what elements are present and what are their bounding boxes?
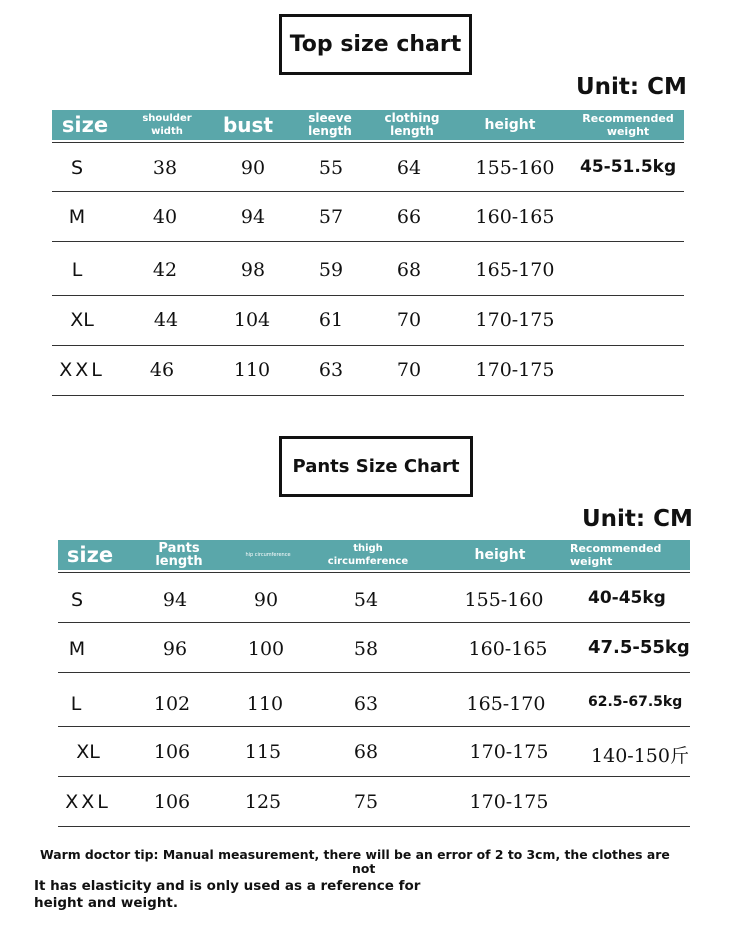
table-cell: 170-175	[475, 359, 555, 381]
top-row-divider	[52, 191, 684, 192]
table-cell: 63	[353, 693, 379, 715]
table-cell: 66	[396, 206, 422, 228]
table-cell: XL	[70, 309, 94, 331]
table-cell: 63	[318, 359, 344, 381]
table-cell: 75	[353, 791, 379, 813]
pants-row-divider	[58, 672, 690, 673]
table-cell: 38	[152, 157, 178, 179]
table-cell: 155-160	[475, 157, 555, 179]
header-bust: bust	[222, 112, 274, 137]
warm-tip-line2: It has elasticity and is only used as a reference for	[34, 878, 421, 894]
table-cell: 70	[396, 309, 422, 331]
table-cell: 58	[353, 638, 379, 660]
pants-chart-unit: Unit: CM	[582, 506, 693, 532]
pants-row-divider	[58, 572, 690, 573]
warm-tip-line3: height and weight.	[34, 895, 179, 911]
header-height: height	[474, 546, 526, 563]
table-cell: 170-175	[475, 309, 555, 331]
table-cell: 57	[318, 206, 344, 228]
table-cell: 45-51.5kg	[580, 157, 677, 177]
table-cell: 98	[240, 259, 266, 281]
table-cell: 110	[233, 359, 271, 381]
table-cell: 55	[318, 157, 344, 179]
table-cell: 160-165	[468, 638, 548, 660]
table-cell: 90	[240, 157, 266, 179]
table-cell: S	[70, 157, 84, 179]
top-chart-title-box	[279, 14, 472, 75]
table-cell: 61	[318, 309, 344, 331]
header-shoulder-width: shoulder width	[142, 113, 192, 137]
table-cell: L	[70, 693, 82, 715]
table-cell: 165-170	[466, 693, 546, 715]
table-cell: 64	[396, 157, 422, 179]
table-cell: 170-175	[469, 791, 549, 813]
table-cell: M	[68, 206, 86, 228]
table-cell: 94	[162, 589, 188, 611]
header-pants-length: Pants length	[155, 541, 203, 569]
header-height: height	[484, 116, 536, 133]
table-cell: L	[71, 259, 83, 281]
table-cell: 155-160	[464, 589, 544, 611]
top-chart-header	[52, 110, 684, 140]
table-cell: 102	[153, 693, 191, 715]
table-cell: XL	[76, 741, 100, 763]
pants-row-divider	[58, 826, 690, 827]
table-cell: 68	[353, 741, 379, 763]
header-recommended-weight: Recommended weight	[570, 542, 662, 568]
table-cell: 46	[149, 359, 175, 381]
pants-row-divider	[58, 622, 690, 623]
top-row-divider	[52, 395, 684, 396]
table-cell: 42	[152, 259, 178, 281]
header-hip-circumference: hip circumference	[245, 551, 291, 558]
table-cell: 44	[153, 309, 179, 331]
warm-tip-line1b: not	[352, 861, 376, 876]
table-cell: 115	[244, 741, 282, 763]
top-row-divider	[52, 142, 684, 143]
top-chart-unit: Unit: CM	[576, 74, 687, 100]
table-cell: S	[70, 589, 84, 611]
header-sleeve-length: sleeve length	[308, 111, 352, 138]
table-cell: 104	[233, 309, 271, 331]
table-cell: 106	[153, 791, 191, 813]
table-cell: 90	[253, 589, 279, 611]
pants-row-divider	[58, 726, 690, 727]
top-chart-title: Top size chart	[289, 32, 462, 57]
table-cell: 40-45kg	[588, 588, 666, 608]
header-thigh-circumference: thigh circumference	[327, 543, 409, 567]
top-row-divider	[52, 241, 684, 242]
table-cell: 140-150斤	[591, 745, 689, 767]
warm-tip-line1: Warm doctor tip: Manual measurement, there will be an error of 2 to 3cm, the clothes are	[40, 847, 670, 862]
table-cell: XXL	[59, 359, 105, 381]
table-cell: 40	[152, 206, 178, 228]
table-cell: 106	[153, 741, 191, 763]
table-cell: 47.5-55kg	[588, 637, 690, 658]
top-row-divider	[52, 295, 684, 296]
pants-row-divider	[58, 776, 690, 777]
header-size: size	[66, 542, 114, 567]
table-cell: 125	[244, 791, 282, 813]
table-cell: 100	[247, 638, 285, 660]
table-cell: 59	[318, 259, 344, 281]
table-cell: 94	[240, 206, 266, 228]
pants-chart-title: Pants Size Chart	[292, 456, 460, 477]
header-clothing-length: clothing length	[384, 111, 440, 138]
table-cell: M	[68, 638, 86, 660]
pants-chart-header	[58, 540, 690, 570]
table-cell: 62.5-67.5kg	[588, 694, 683, 710]
table-cell: 70	[396, 359, 422, 381]
top-row-divider	[52, 345, 684, 346]
table-cell: 54	[353, 589, 379, 611]
table-cell: XXL	[65, 791, 111, 813]
table-cell: 160-165	[475, 206, 555, 228]
header-size: size	[61, 112, 109, 137]
table-cell: 68	[396, 259, 422, 281]
table-cell: 96	[162, 638, 188, 660]
pants-chart-title-box	[279, 436, 473, 497]
header-recommended-weight: Recommended weight	[582, 112, 674, 138]
table-cell: 170-175	[469, 741, 549, 763]
table-cell: 110	[246, 693, 284, 715]
table-cell: 165-170	[475, 259, 555, 281]
